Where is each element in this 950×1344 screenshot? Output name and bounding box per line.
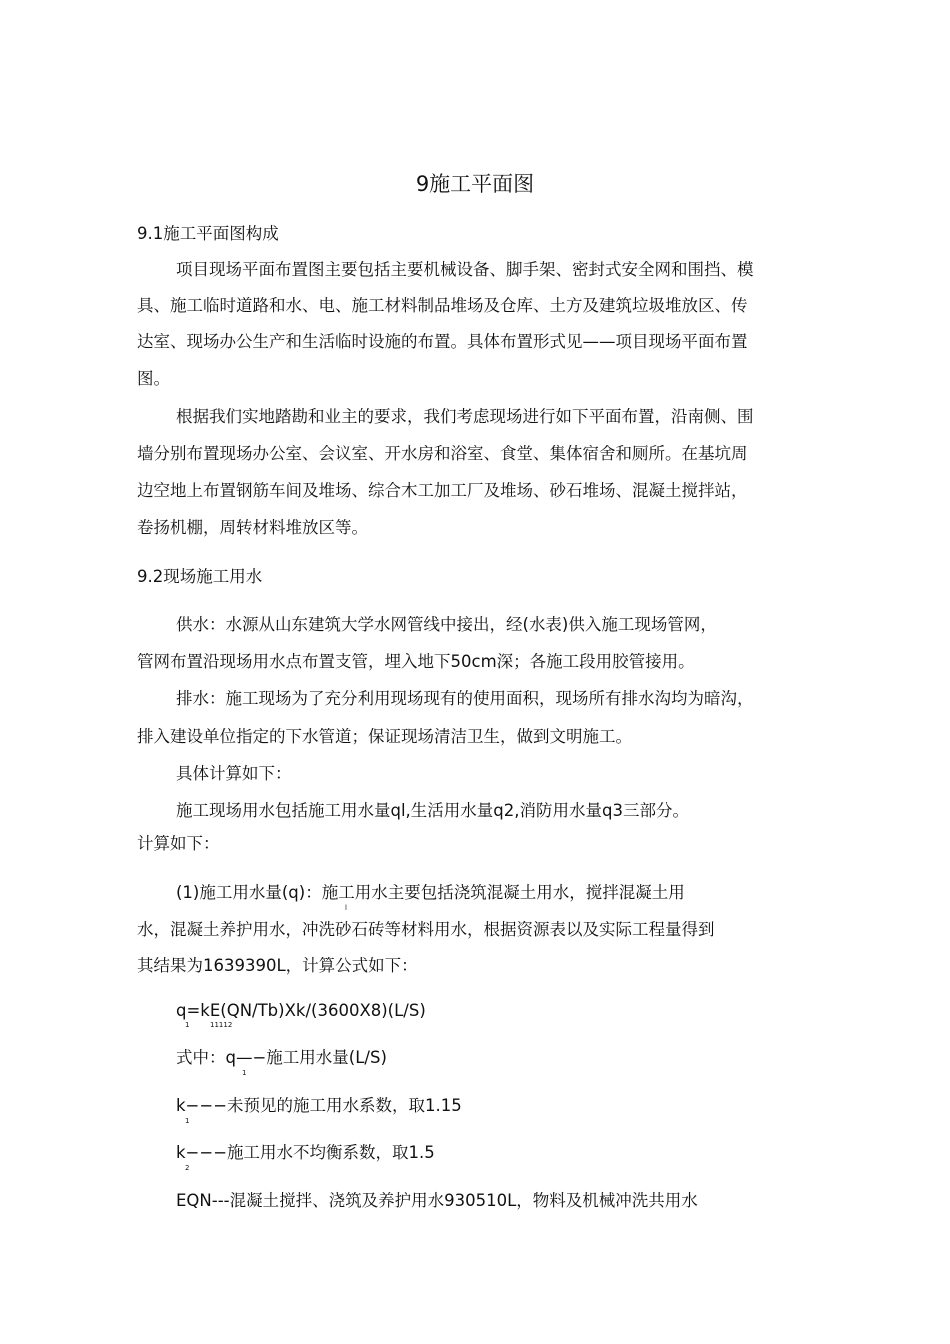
paragraph-line: 卷扬机棚，周转材料堆放区等。: [137, 518, 368, 537]
paragraph-line: 墙分别布置现场办公室、会议室、开水房和浴室、食堂、集体宿舍和厕所。在基坑周: [137, 444, 748, 463]
definition-line: 式中：q—−施工用水量(L/S): [176, 1048, 387, 1067]
definition-line: k−−−施工用水不均衡系数，取1.5: [176, 1143, 435, 1162]
paragraph-line: 根据我们实地踏勘和业主的要求，我们考虑现场进行如下平面布置，沿南侧、围: [176, 407, 754, 426]
subscript: 1: [242, 1069, 247, 1077]
paragraph-line: 其结果为1639390L，计算公式如下：: [137, 956, 418, 975]
paragraph-line: 水，混凝土养护用水，冲洗砂石砖等材料用水，根据资源表以及实际工程量得到: [137, 920, 715, 939]
paragraph-line: 管网布置沿现场用水点布置支管，埋入地下50cm深；各施工段用胶管接用。: [137, 652, 695, 671]
section-heading-9-1: 9.1施工平面图构成: [137, 224, 279, 243]
paragraph-line: 具体计算如下：: [176, 764, 292, 783]
formula-line: q=kE(QN/Tb)Xk/(3600X8)(L/S): [176, 1001, 426, 1020]
paragraph-line: 边空地上布置钢筋车间及堆场、综合木工加工厂及堆场、砂石堆场、混凝土搅拌站，: [137, 481, 748, 500]
page-title: 9施工平面图: [415, 172, 535, 196]
subscript: 1: [185, 1117, 190, 1125]
paragraph-line: 项目现场平面布置图主要包括主要机械设备、脚手架、密封式安全网和围挡、模: [176, 260, 754, 279]
paragraph-line: 排入建设单位指定的下水管道；保证现场清洁卫生，做到文明施工。: [137, 727, 632, 746]
subscript: 1: [185, 1021, 190, 1029]
paragraph-line: 达室、现场办公生产和生活临时设施的布置。具体布置形式见——项目现场平面布置: [137, 332, 748, 351]
paragraph-line: (1)施工用水量(q)：施工用水主要包括浇筑混凝土用水，搅拌混凝土用: [176, 883, 685, 902]
paragraph-line: 图。: [137, 369, 170, 388]
paragraph-line: 排水：施工现场为了充分利用现场现有的使用面积，现场所有排水沟均为暗沟，: [176, 689, 754, 708]
paragraph-line: 计算如下：: [137, 834, 220, 853]
paragraph-line: 具、施工临时道路和水、电、施工材料制品堆场及仓库、土方及建筑垃圾堆放区、传: [137, 296, 748, 315]
subscript: 11112: [210, 1021, 233, 1029]
paragraph-line: 施工现场用水包括施工用水量ql,生活用水量q2,消防用水量q3三部分。: [176, 801, 689, 820]
subscript: l: [345, 904, 347, 912]
paragraph-line: 供水：水源从山东建筑大学水网管线中接出，经(水表)供入施工现场管网，: [176, 615, 717, 634]
section-heading-9-2: 9.2现场施工用水: [137, 567, 263, 586]
definition-line: k−−−未预见的施工用水系数，取1.15: [176, 1096, 462, 1115]
subscript: 2: [185, 1164, 190, 1172]
definition-line: EQN---混凝土搅拌、浇筑及养护用水930510L，物料及机械冲洗共用水: [176, 1191, 698, 1210]
